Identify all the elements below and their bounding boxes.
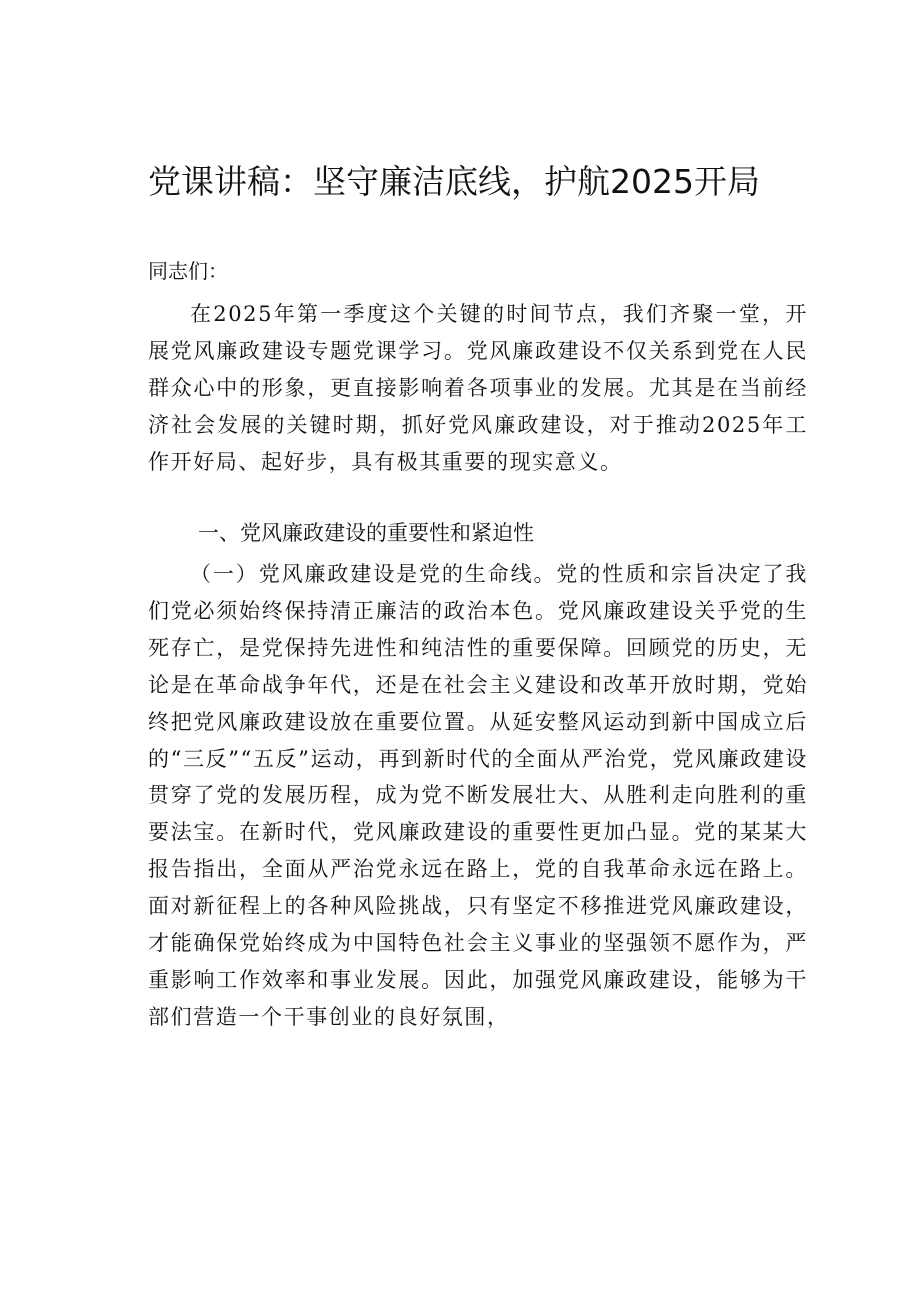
document-title: 党课讲稿：坚守廉洁底线，护航2025开局 [148, 162, 760, 201]
section-one-paragraph: （一）党风廉政建设是党的生命线。党的性质和宗旨决定了我们党必须始终保持清正廉洁的政治本色。党风廉政建设关乎党的生死存亡，是党保持先进性和纯洁性的重要保障。回顾党的历史，无论是在革命战争年代，还是在社会主义建设和改革开放时期，党始终把党风廉政建设放在重要位置。从延安整风运动到新中国成立后的“三反”“五反”运动，再到新时代的全面从严治党，党风廉政建设贯穿了党的发展历程，成为党不断发展壮大、从胜利走向胜利的重要法宝。在新时代，党风廉政建设的重要性更加凸显。党的某某大报告指出，全面从严治党永远在路上，党的自我革命永远在路上。面对新征程上的各种风险挑战，只有坚定不移推进党风廉政建设，才能确保党始终成为中国特色社会主义事业的坚强领不愿作为，严重影响工作效率和事业发展。因此，加强党风廉政建设，能够为干部们营造一个干事创业的良好氛围， [148, 562, 808, 1029]
salutation: 同志们： [148, 259, 228, 283]
intro-paragraph: 在2025年第一季度这个关键的时间节点，我们齐聚一堂，开展党风廉政建设专题党课学习。党风廉政建设不仅关系到党在人民群众心中的形象，更直接影响着各项事业的发展。尤其是在当前经济社会发展的关键时期，抓好党风廉政建设，对于推动2025年工作开好局、起好步，具有极其重要的现实意义。 [148, 302, 808, 474]
section-one-heading: 一、党风廉政建设的重要性和紧迫性 [198, 521, 534, 545]
